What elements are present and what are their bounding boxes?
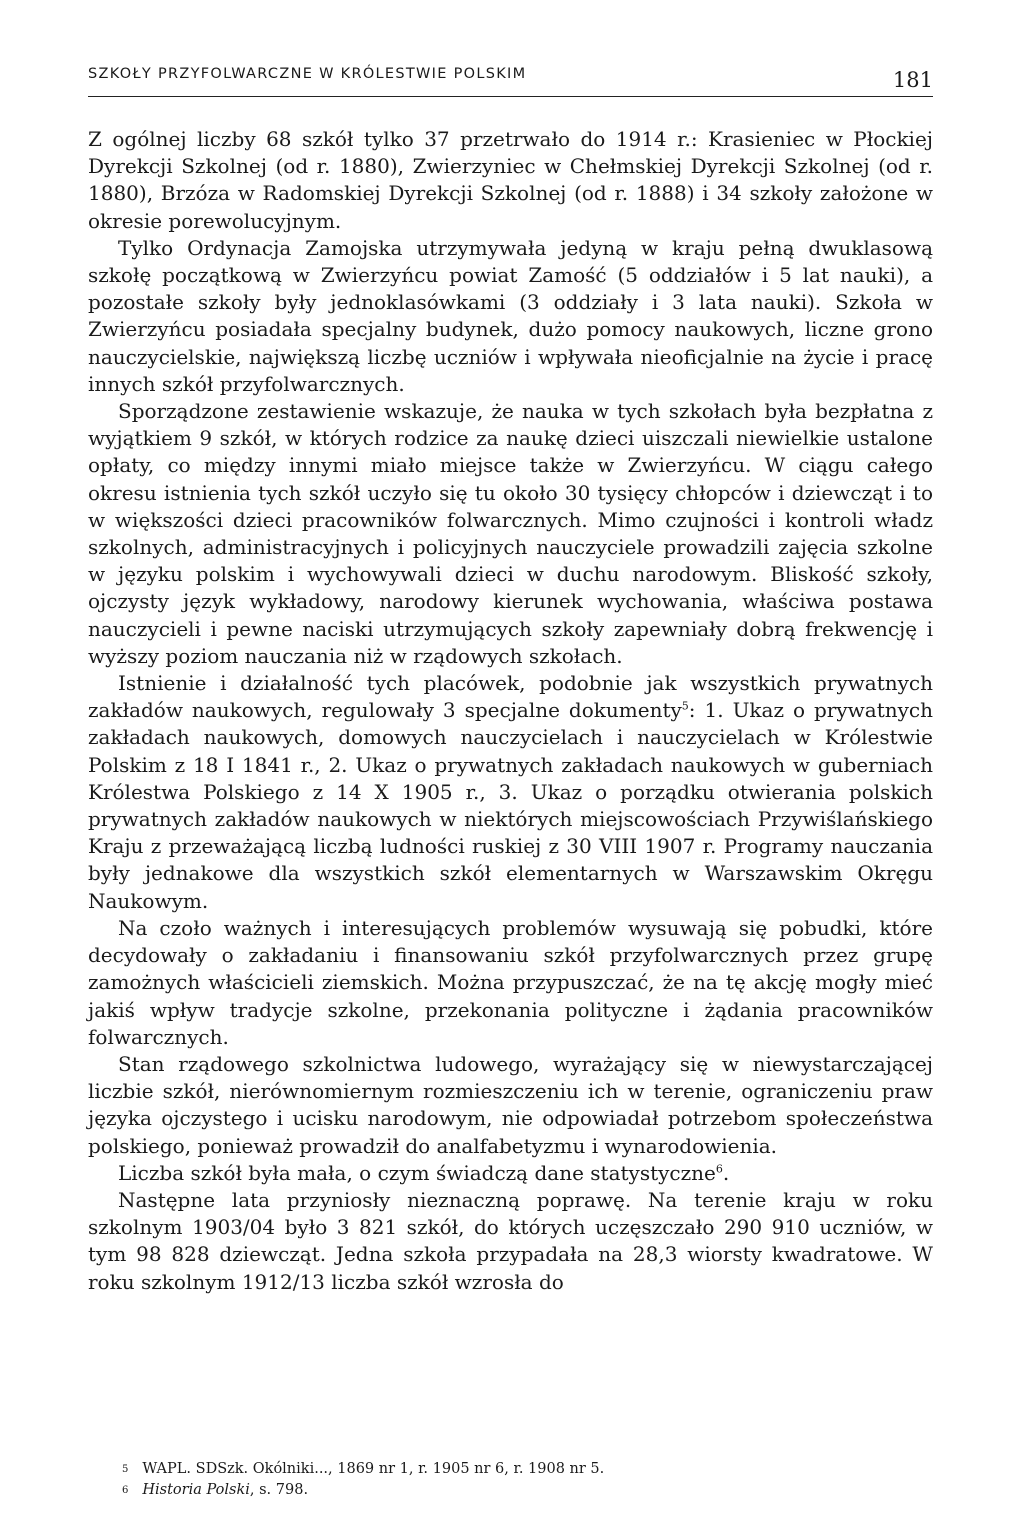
footnote-number: 6 [122, 1485, 129, 1496]
paragraph-text: Liczba szkół była mała, o czym świadczą dane statystyczne [118, 1160, 716, 1185]
footnote-text: , s. 798. [249, 1482, 309, 1498]
page-number: 181 [892, 68, 933, 92]
paragraph-text: Następne lata przyniosły nieznaczną poprawę. Na terenie kraju w roku szkolnym 1903/04 było 3 821 szkół, do których uczęszczało 290 910 uczniów, w tym 98 828 dziewcząt. Jedna szkoła przypadała na 28,3 wiorsty kwadratowe. W roku szkolnym 1912/13 liczba szkół wzrosła do [88, 1187, 933, 1294]
footnotes [122, 1459, 604, 1501]
paragraph [88, 1051, 933, 1160]
paragraph-text: Sporządzone zestawienie wskazuje, że nauka w tych szkołach była bezpłatna z wyjątkiem 9 szkół, w których rodzice za naukę dzieci uiszczali niewielkie ustalone opłaty, co między innymi miało miejsce także w Zwierzyńcu. W ciągu całego okresu istnienia tych szkół uczyło się tu około 30 tysięcy chłopców i dziewcząt i to w większości dzieci pracowników folwarcznych. Mimo czujności i kontroli władz szkolnych, administracyjnych i policyjnych nauczyciele prowadzili zajęcia szkolne w języku polskim i wychowywali dzieci w duchu narodowym. Bliskość szkoły, ojczysty język wykładowy, narodowy kierunek wychowania, właściwa postawa nauczycieli i pewne naciski utrzymujących szkoły zapewniały dobrą frekwencję i wyższy poziom nauczania niż w rządowych szkołach. [88, 399, 933, 668]
running-title: SZKOŁY PRZYFOLWARCZNE W KRÓLESTWIE POLSKIM [88, 66, 527, 82]
paragraph-text: Stan rządowego szkolnictwa ludowego, wyrażający się w niewystarczającej liczbie szkół, nierównomiernym rozmieszczeniu ich w terenie, ograniczeniu praw języka ojczystego i ucisku narodowym, nie odpowiadał potrzebom społeczeństwa polskiego, ponieważ prowadził do analfabetyzmu i wynarodowienia. [88, 1051, 933, 1158]
footnote-title: Historia Polski [142, 1482, 250, 1498]
footnote [122, 1480, 604, 1501]
paragraph [88, 1187, 933, 1296]
paragraph [88, 126, 933, 235]
paragraph [88, 915, 933, 1051]
paragraph-text: : 1. Ukaz o prywatnych zakładach naukowych, domowych nauczycielach i nauczycielach w Królestwie Polskim z 18 I 1841 r., 2. Ukaz o prywatnych zakładach naukowych w guberniach Królestwa Polskiego z 14 X 1905 r., 3. Ukaz o porządku otwierania polskich prywatnych zakładów naukowych w niektórych miejscowościach Przywiślańskiego Kraju z przeważającą liczbą ludności ruskiej z 30 VIII 1907 r. Programy nauczania były jednakowe dla wszystkich szkół elementarnych w Warszawskim Okręgu Naukowym. [88, 698, 933, 913]
body-text [88, 126, 933, 1296]
footnote-number: 5 [122, 1464, 129, 1475]
footnote-text: WAPL. SDSzk. Okólniki..., 1869 nr 1, r. 1905 nr 6, r. 1908 nr 5. [142, 1461, 605, 1477]
paragraph [88, 670, 933, 915]
paragraph-text: Na czoło ważnych i interesujących problemów wysuwają się pobudki, które decydowały o zakładaniu i finansowaniu szkół przyfolwarcznych przez grupę zamożnych właścicieli ziemskich. Można przypuszczać, że na tę akcję mogły mieć jakiś wpływ tradycje szkolne, przekonania polityczne i żądania pracowników folwarcznych. [88, 915, 933, 1049]
paragraph-text: . [722, 1160, 730, 1185]
footnote [122, 1459, 604, 1480]
page-header [88, 58, 933, 97]
footnote-reference: 6 [715, 1162, 723, 1176]
paragraph [88, 235, 933, 398]
footnote-reference: 5 [681, 699, 689, 713]
paragraph-text: Z ogólnej liczby 68 szkół tylko 37 przetrwało do 1914 r.: Krasieniec w Płockiej Dyrekcji Szkolnej (od r. 1880), Zwierzyniec w Chełmskiej Dyrekcji Szkolnej (od r. 1880), Brzóza w Radomskiej Dyrekcji Szkolnej (od r. 1888) i 34 szkoły założone w okresie porewolucyjnym. [88, 127, 933, 233]
paragraph [88, 398, 933, 670]
paragraph-text: Istnienie i działalność tych placówek, podobnie jak wszystkich prywatnych zakładów naukowych, regulowały 3 specjalne dokumenty [88, 671, 933, 723]
paragraph [88, 1160, 933, 1187]
paragraph-text: Tylko Ordynacja Zamojska utrzymywała jedyną w kraju pełną dwuklasową szkołę początkową w Zwierzyńcu powiat Zamość (5 oddziałów i 5 lat nauki), a pozostałe szkoły były jednoklasówkami (3 oddziały i 3 lata nauki). Szkoła w Zwierzyńcu posiadała specjalny budynek, dużo pomocy naukowych, liczne grono nauczycielskie, największą liczbę uczniów i wpływała nieoficjalnie na życie i pracę innych szkół przyfolwarcznych. [88, 235, 933, 396]
